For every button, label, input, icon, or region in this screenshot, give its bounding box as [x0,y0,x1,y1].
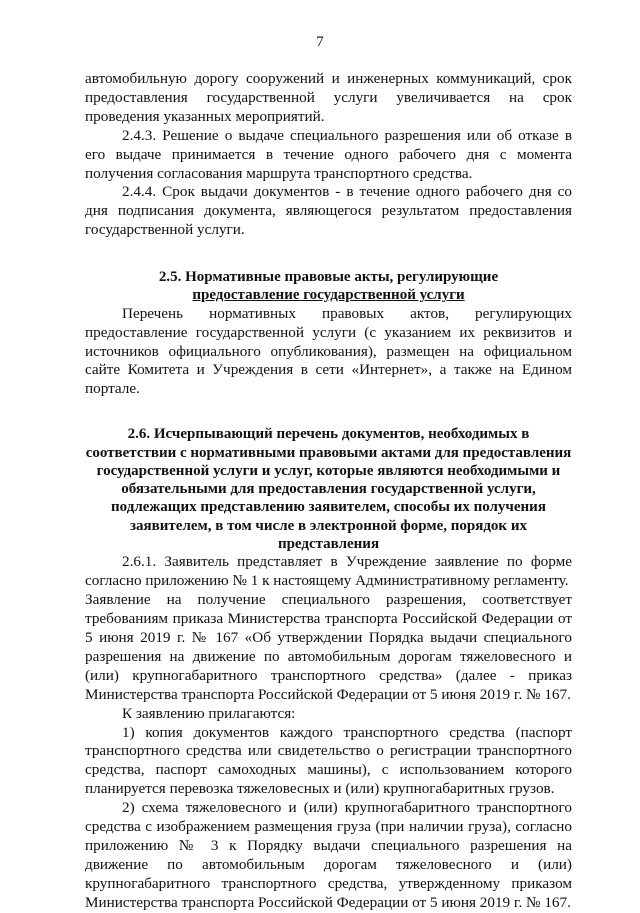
section-2-5-heading [85,268,572,305]
list-item-2: 2) схема тяжеловесного и (или) крупногабаритного транспортного средства с изображением размещения груза (при наличии груза), согласно приложению № 3 к Порядку выдачи специального разрешения на движение по автомобильным дорогам тяжеловесного и (или) крупногабаритного транспортного средства, утвержденному приказом Министерства транспорта Российской Федерации от 5 июня 2019 г. № 167. [85,799,572,911]
section-2-5-heading-line1: 2.5. Нормативные правовые акты, регулирующие [158,269,499,286]
paragraph-2-6-1: 2.6.1. Заявитель представляет в Учреждение заявление по форме согласно приложению № 1 к настоящему Административному регламенту. [85,553,572,590]
page-number: 7 [316,34,324,50]
section-2-5-body: Перечень нормативных правовых актов, регулирующих предоставление государственной услуги (с указанием их реквизитов и источников официального опубликования), размещен на официальном сайте Комитета и Учреждения в сети «Интернет», а также на Едином портале. [85,304,572,398]
section-2-6-heading: 2.6. Исчерпывающий перечень документов, необходимых в соответствии с нормативными правовыми актами для предоставления государственной услуги и услуг, которые являются необходимыми и обязательными для предоставления государственной услуги, подлежащих представлению заявителем, способы их получения заявителем, в том числе в электронной форме, порядок их представления [85,426,572,553]
section-2-5-heading-line2: предоставление государственной услуги [192,287,465,304]
list-item-1: 1) копия документов каждого транспортного средства (паспорт транспортного средства или свидетельство о регистрации транспортного средства, паспорт самоходных машины), с использованием которого планируется перевозка тяжеловесных и (или) крупногабаритных грузов. [85,723,572,798]
paragraph-continuation: автомобильную дорогу сооружений и инженерных коммуникаций, срок предоставления государственной услуги увеличивается на срок проведения указанных мероприятий. [85,70,572,125]
paragraph-2-4-4: 2.4.4. Срок выдачи документов - в течение одного рабочего дня со дня подписания документа, являющегося результатом предоставления государственной услуги. [85,183,572,239]
document-body [85,70,572,913]
paragraph-2-4-3: 2.4.3. Решение о выдаче специального разрешения или об отказе в его выдаче принимается в течение одного рабочего дня с момента получения согласования маршрута транспортного средства. [85,126,572,182]
paragraph-application-requirements: Заявление на получение специального разрешения, соответствует требованиям приказа Министерства транспорта Российской Федерации от 5 июня 2019 г. № 167 «Об утверждении Порядка выдачи специального разрешения на движение по автомобильным дорогам тяжеловесного и (или) крупногабаритного транспортного средства» (далее - приказ Министерства транспорта Российской Федерации от 5 июня 2019 г. № 167. [85,591,572,703]
paragraph-attachments-intro: К заявлению прилагаются: [122,704,296,722]
